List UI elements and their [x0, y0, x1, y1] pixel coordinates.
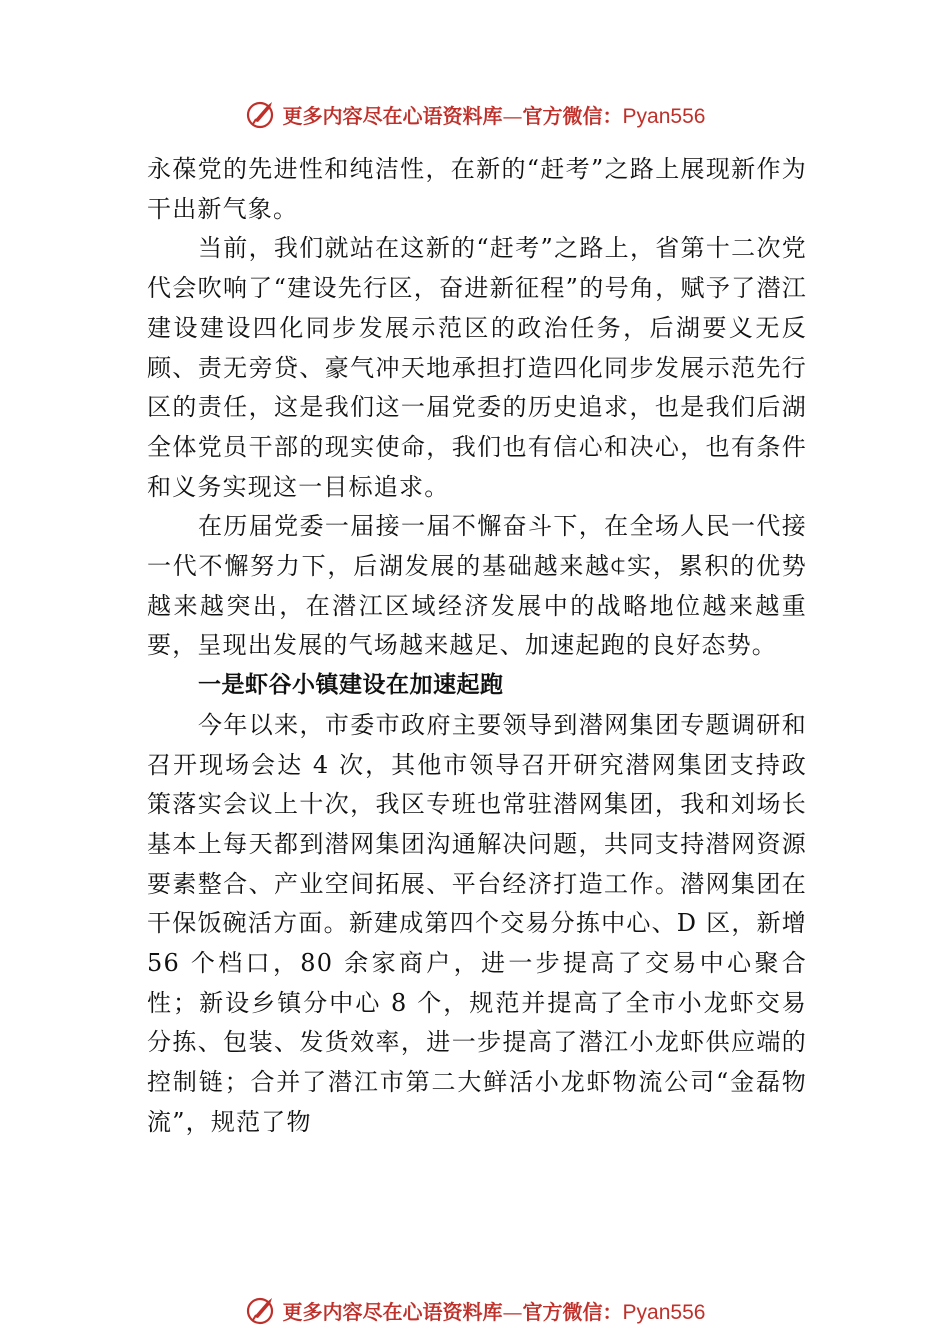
paragraph-1: 永葆党的先进性和纯洁性，在新的“赶考”之路上展现新作为干出新气象。 — [147, 155, 807, 223]
watermark-text: 更多内容尽在心语资料库—官方微信：Pyan556 — [282, 103, 706, 128]
paragraph-3: 在历届党委一届接一届不懈奋斗下，在全场人民一代接一代不懈努力下，后湖发展的基础越来越⍧实，累积的优势越来越突出，在潜江区域经济发展中的战略地位越来越重要，呈现出发展的气场越来越足、加速起跑的良好态势。 — [147, 512, 807, 660]
watermark-text: 更多内容尽在心语资料库—官方微信：Pyan556 — [282, 1299, 706, 1324]
quill-pen-seal-icon — [245, 1293, 279, 1327]
section-heading: 一是虾谷小镇建设在加速起跑 — [198, 672, 504, 699]
quill-pen-seal-icon — [245, 97, 279, 131]
document-body — [147, 150, 807, 1143]
watermark-banner-bottom — [0, 1290, 950, 1330]
watermark-banner-top — [0, 94, 950, 134]
paragraph-2: 当前，我们就站在这新的“赶考”之路上，省第十二次党代会吹响了“建设先行区，奋进新征程”的号角，赋予了潜江建设建设四化同步发展示范区的政治任务，后湖要义无反顾、责无旁贷、豪气冲天地承担打造四化同步发展示范先行区的责任，这是我们这一届党委的历史追求，也是我们后湖全体党员干部的现实使命，我们也有信心和决心，也有条件和义务实现这一目标追求。 — [147, 234, 807, 501]
paragraph-4: 今年以来，市委市政府主要领导到潜网集团专题调研和召开现场会达 4 次，其他市领导召开研究潜网集团支持政策落实会议上十次，我区专班也常驻潜网集团，我和刘场长基本上每天都到潜网集团沟通解决问题，共同支持潜网资源要素整合、产业空间拓展、平台经济打造工作。潜网集团在干保饭碗活方面。新建成第四个交易分拣中心、D 区，新增 56 个档口，80 余家商户，进一步提高了交易中心聚合性；新设乡镇分中心 8 个，规范并提高了全市小龙虾交易分拣、包装、发货效率，进一步提高了潜江小龙虾供应端的控制链；合并了潜江市第二大鲜活小龙虾物流公司“金磊物流”，规范了物 — [147, 710, 807, 1136]
